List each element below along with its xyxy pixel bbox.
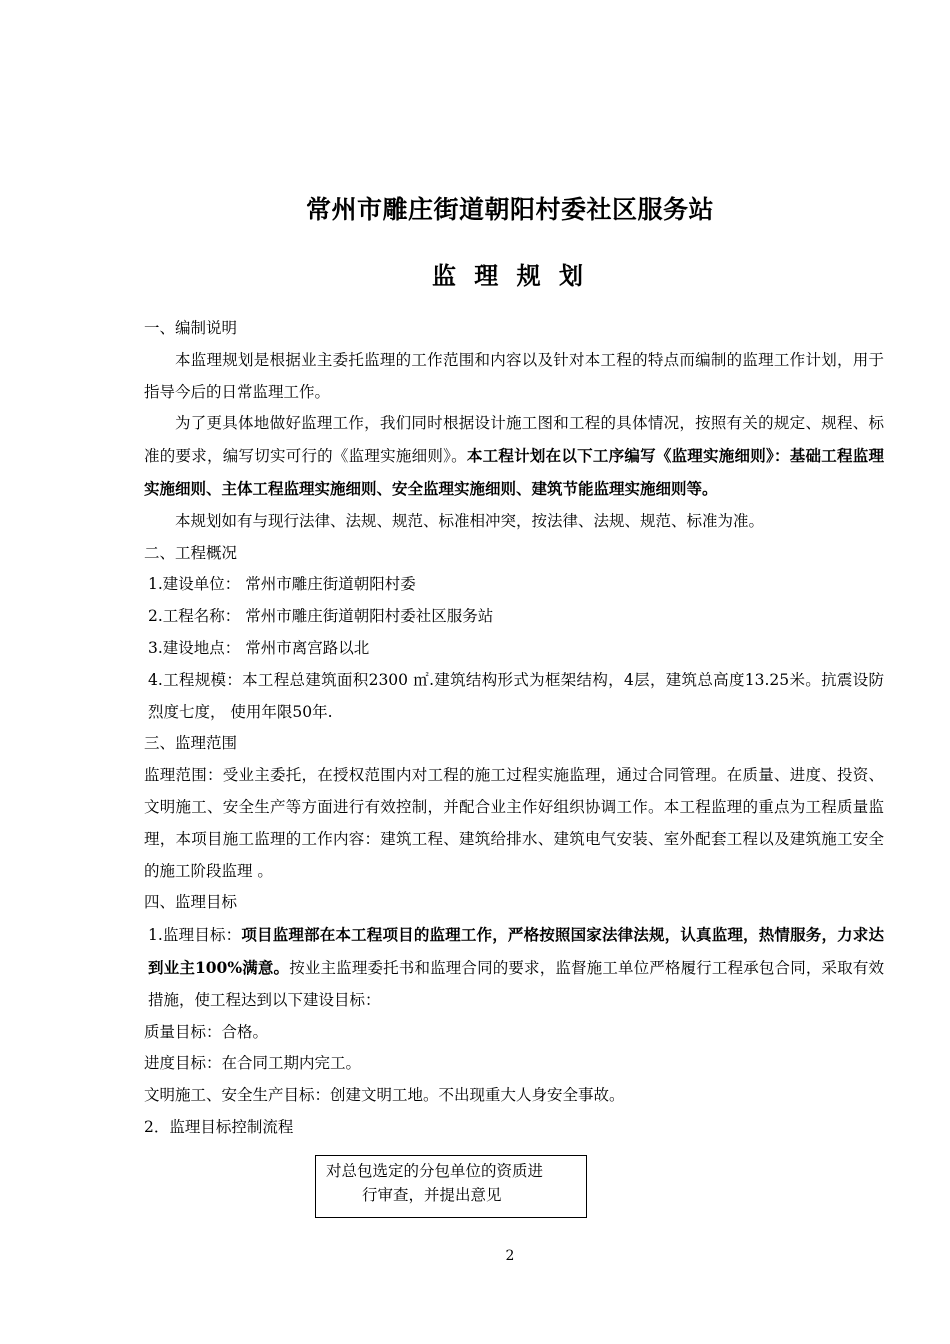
section-heading-2: 二、工程概况: [144, 543, 238, 562]
goal-schedule: 进度目标：在合同工期内完工。: [144, 1054, 362, 1073]
document-title: 常州市雕庄街道朝阳村委社区服务站: [305, 195, 714, 224]
list-item: 2．监理目标控制流程: [144, 1117, 294, 1136]
section-heading-4: 四、监理目标: [144, 893, 238, 912]
section-heading-3: 三、监理范围: [144, 734, 238, 753]
list-item-label: 1.监理目标：: [148, 926, 242, 945]
paragraph-bold-text: 本工程计划在以下工序编写《监理实施细则》：基础工程监理实施细则、主体工程监理实施细则、安全监理实施细则、建筑节能监理实施细则等。: [144, 446, 884, 498]
paragraph: 本规划如有与现行法律、法规、规范、标准相冲突，按法律、法规、规范、标准为准。: [175, 511, 765, 530]
page-number: 2: [505, 1248, 515, 1264]
list-item: 3.建设地点： 常州市离宫路以北: [148, 638, 370, 657]
flowchart-box: [315, 1155, 587, 1218]
document-body: [144, 313, 884, 1144]
list-item: [144, 919, 884, 1016]
paragraph: 监理范围：受业主委托，在授权范围内对工程的施工过程实施监理，通过合同管理。在质量、进度、投资、文明施工、安全生产等方面进行有效控制，并配合业主作好组织协调工作。本工程监理的重点为工程质量监理，本项目施工监理的工作内容：建筑工程、建筑给排水、建筑电气安装、室外配套工程以及建筑施工安全的施工阶段监理 。: [144, 766, 884, 880]
flowchart-box-line: 对总包选定的分包单位的资质进: [326, 1162, 544, 1180]
document-subtitle: 监 理 规 划: [431, 262, 589, 290]
list-item: 1.建设单位： 常州市雕庄街道朝阳村委: [148, 575, 416, 594]
section-heading-1: 一、编制说明: [144, 319, 238, 337]
goal-quality: 质量目标：合格。: [144, 1022, 269, 1041]
goal-safety: 文明施工、安全生产目标：创建文明工地。不出现重大人身安全事故。: [144, 1086, 625, 1105]
list-item: 4.工程规模：本工程总建筑面积2300 ㎡.建筑结构形式为框架结构，4层，建筑总高度13.25米。抗震设防烈度七度， 使用年限50年.: [148, 670, 884, 721]
list-item-bold-text: 项目监理部在本工程项目的监理工作，严格按照国家法律法规，认真监理，热情服务，力求达到业主100%满意。: [148, 925, 884, 977]
list-item: 2.工程名称： 常州市雕庄街道朝阳村委社区服务站: [148, 607, 494, 626]
flowchart-box-line: 行审查，并提出意见: [362, 1186, 502, 1204]
paragraph: 本监理规划是根据业主委托监理的工作范围和内容以及针对本工程的特点而编制的监理工作计划，用于指导今后的日常监理工作。: [144, 350, 884, 401]
paragraph-text: 为了更具体地做好监理工作，我们同时根据设计施工图和工程的具体情况，按照有关的规定、规程、标准的要求，编写切实可行的《监理实施细则》。: [144, 414, 884, 466]
list-item-text: 按业主监理委托书和监理合同的要求，监督施工单位严格履行工程承包合同，采取有效措施，使工程达到以下建设目标：: [148, 958, 884, 1009]
paragraph: [144, 408, 884, 505]
